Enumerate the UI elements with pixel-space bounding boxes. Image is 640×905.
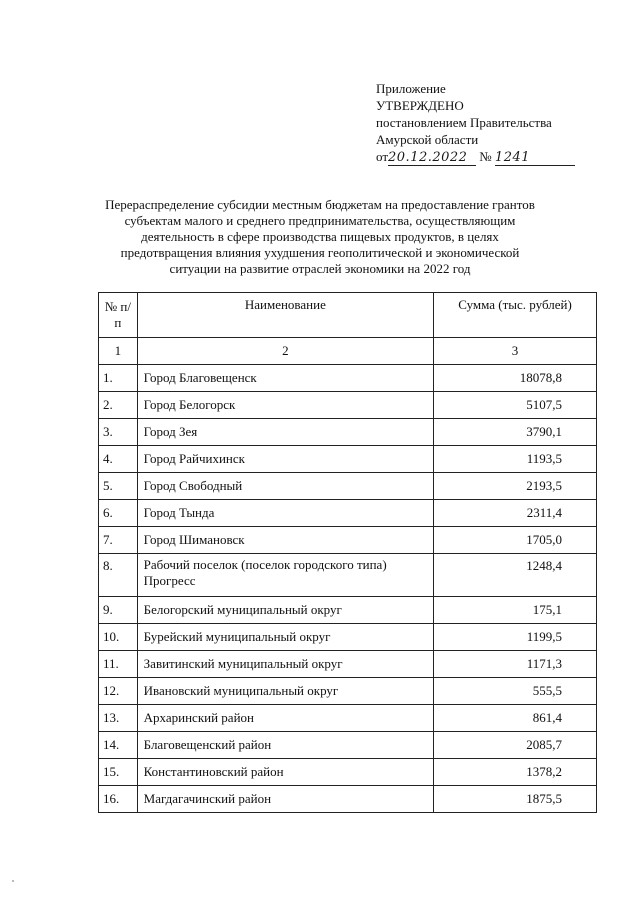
approval-line-region: Амурской области [376, 132, 479, 147]
row-num: 13. [99, 705, 138, 732]
table-row [99, 651, 597, 678]
approval-line-approved: УТВЕРЖДЕНО [376, 98, 464, 113]
approval-block [376, 80, 575, 166]
row-name: Город Зея [137, 419, 433, 446]
row-name: Ивановский муниципальный округ [137, 678, 433, 705]
row-name: Бурейский муниципальный округ [137, 624, 433, 651]
table-row [99, 597, 597, 624]
row-name: Город Свободный [137, 473, 433, 500]
row-sum: 555,5 [434, 678, 597, 705]
handwritten-number: 1241 [495, 151, 575, 166]
table-row [99, 527, 597, 554]
table-header-row [99, 293, 597, 338]
table-row [99, 624, 597, 651]
row-sum: 1171,3 [434, 651, 597, 678]
row-num: 12. [99, 678, 138, 705]
row-sum: 1248,4 [434, 554, 597, 597]
row-name: Город Райчихинск [137, 446, 433, 473]
row-num: 9. [99, 597, 138, 624]
row-sum: 2193,5 [434, 473, 597, 500]
row-name: Завитинский муниципальный округ [137, 651, 433, 678]
row-sum: 1875,5 [434, 786, 597, 813]
table-row [99, 705, 597, 732]
row-name: Константиновский район [137, 759, 433, 786]
row-num: 11. [99, 651, 138, 678]
table-row [99, 365, 597, 392]
row-name: Рабочий поселок (поселок городского типа) Прогресс [137, 554, 433, 597]
column-index-row [99, 338, 597, 365]
table-row [99, 732, 597, 759]
table-row [99, 500, 597, 527]
index-num: 1 [99, 338, 138, 365]
row-sum: 175,1 [434, 597, 597, 624]
title-line-5: ситуации на развитие отраслей экономики на 2022 год [169, 261, 471, 276]
approval-date-line [376, 148, 575, 166]
row-sum: 3790,1 [434, 419, 597, 446]
row-sum: 1378,2 [434, 759, 597, 786]
header-num: № п/п [99, 293, 138, 338]
handwritten-date: 20.12.2022 [388, 151, 476, 166]
row-name: Город Благовещенск [137, 365, 433, 392]
row-name: Город Белогорск [137, 392, 433, 419]
row-num: 3. [99, 419, 138, 446]
row-name: Магдагачинский район [137, 786, 433, 813]
row-name: Белогорский муниципальный округ [137, 597, 433, 624]
row-sum: 861,4 [434, 705, 597, 732]
table-row [99, 786, 597, 813]
index-sum: 3 [434, 338, 597, 365]
table-row [99, 759, 597, 786]
table-row [99, 554, 597, 597]
row-num: 8. [99, 554, 138, 597]
row-sum: 2085,7 [434, 732, 597, 759]
row-name: Благовещенский район [137, 732, 433, 759]
table-row [99, 446, 597, 473]
row-sum: 1705,0 [434, 527, 597, 554]
table-row [99, 678, 597, 705]
row-sum: 18078,8 [434, 365, 597, 392]
row-num: 15. [99, 759, 138, 786]
row-num: 6. [99, 500, 138, 527]
document-title [96, 197, 544, 277]
row-num: 7. [99, 527, 138, 554]
row-num: 16. [99, 786, 138, 813]
row-name: Город Шимановск [137, 527, 433, 554]
row-num: 14. [99, 732, 138, 759]
header-sum: Сумма (тыс. рублей) [434, 293, 597, 338]
subsidy-table [98, 292, 597, 813]
approval-line-appendix: Приложение [376, 81, 446, 96]
row-num: 10. [99, 624, 138, 651]
row-sum: 5107,5 [434, 392, 597, 419]
header-name: Наименование [137, 293, 433, 338]
date-prefix: от [376, 149, 389, 164]
index-name: 2 [137, 338, 433, 365]
approval-line-resolution: постановлением Правительства [376, 115, 552, 130]
title-line-4: предотвращения влияния ухудшения геополитической и экономической [120, 245, 520, 260]
row-num: 2. [99, 392, 138, 419]
title-line-1: Перераспределение субсидии местным бюджетам на предоставление грантов [105, 197, 535, 212]
number-prefix: № [479, 149, 492, 164]
row-num: 1. [99, 365, 138, 392]
row-name: Архаринский район [137, 705, 433, 732]
scan-speck [12, 880, 14, 882]
title-line-2: субъектам малого и среднего предпринимательства, осуществляющим [124, 213, 516, 228]
row-num: 5. [99, 473, 138, 500]
row-sum: 1199,5 [434, 624, 597, 651]
row-name: Город Тында [137, 500, 433, 527]
title-line-3: деятельность в сфере производства пищевых продуктов, в целях [141, 229, 499, 244]
table-row [99, 392, 597, 419]
table-row [99, 419, 597, 446]
row-sum: 2311,4 [434, 500, 597, 527]
row-sum: 1193,5 [434, 446, 597, 473]
table-row [99, 473, 597, 500]
row-num: 4. [99, 446, 138, 473]
